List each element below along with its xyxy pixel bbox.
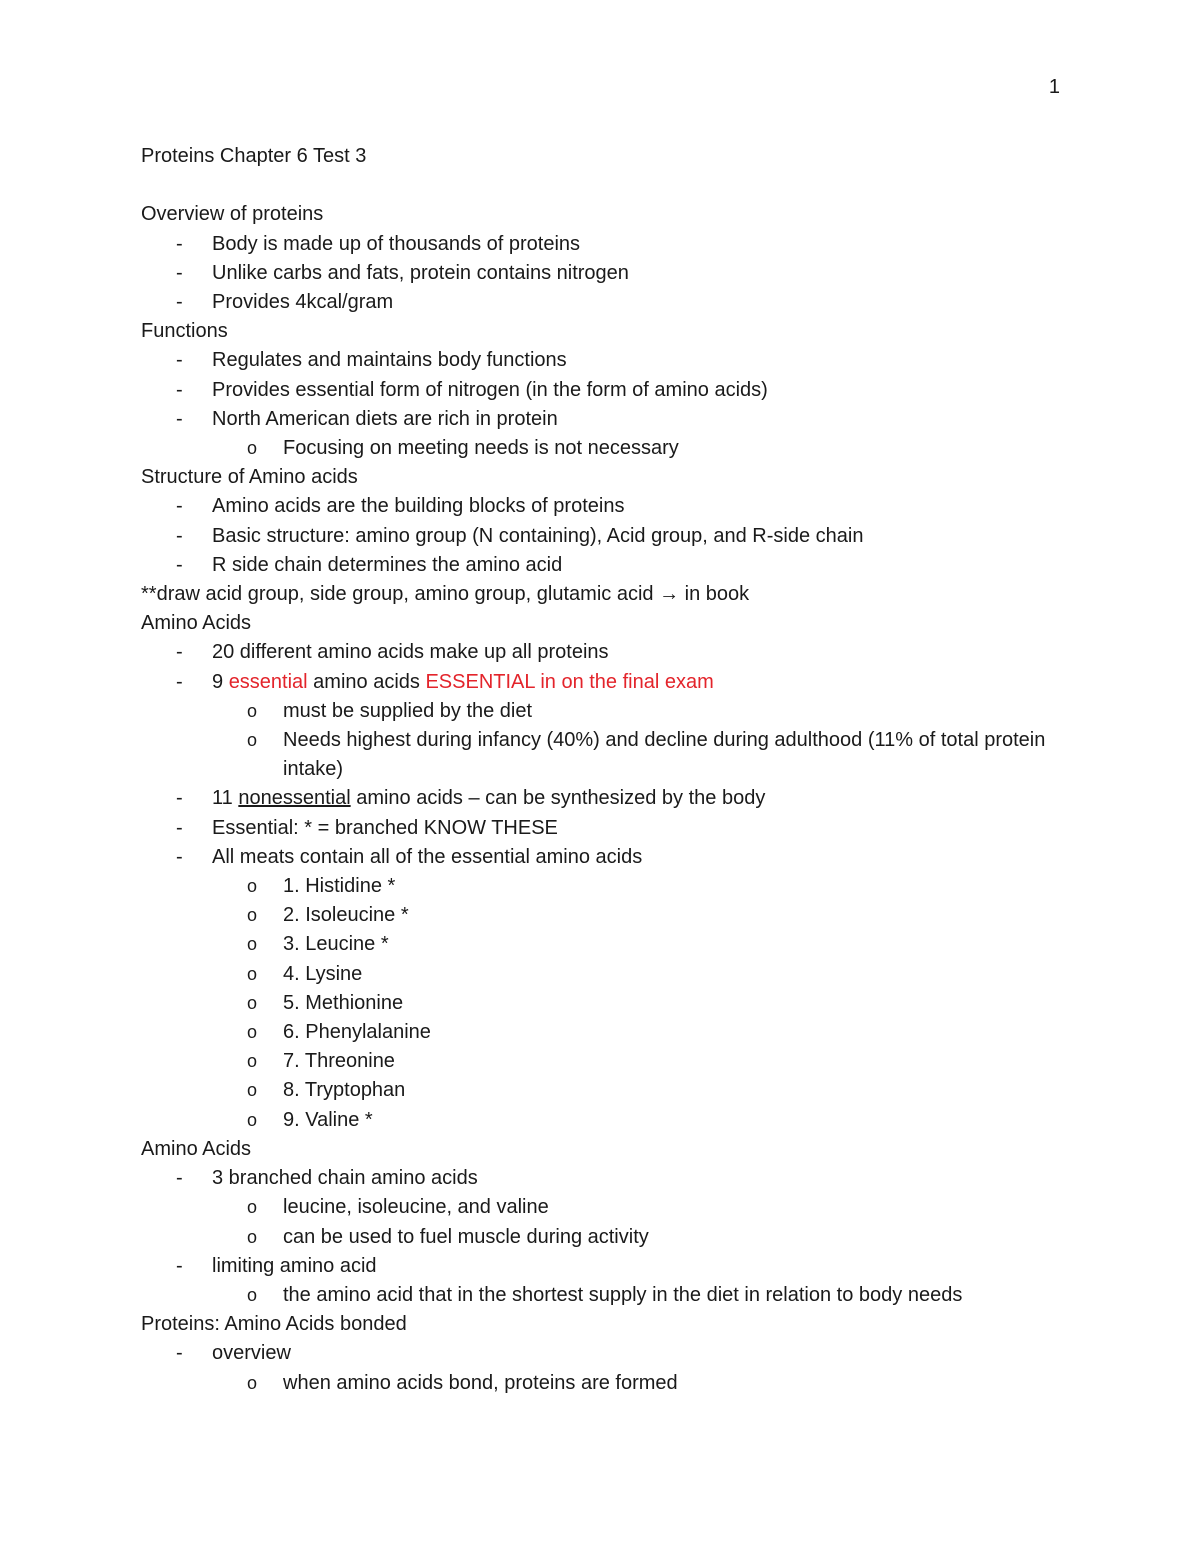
- right-arrow-icon: →: [659, 583, 680, 606]
- circle-bullet: o: [247, 876, 258, 897]
- section-heading-overview: Overview of proteins: [141, 203, 324, 226]
- list-item: - limiting amino acid: [141, 1252, 1071, 1281]
- draw-note: **draw acid group, side group, amino group, glutamic acid → in book: [141, 583, 750, 606]
- circle-bullet: o: [247, 1022, 258, 1043]
- underlined-nonessential: nonessential: [238, 787, 351, 810]
- sub-list-item: o the amino acid that in the shortest supply in the diet in relation to body needs: [141, 1281, 1071, 1310]
- document-title: Proteins Chapter 6 Test 3: [141, 145, 367, 167]
- document-body: [141, 142, 1071, 1398]
- circle-bullet: o: [247, 992, 258, 1013]
- essential-amino-acid-item: o 6. Phenylalanine: [141, 1018, 1071, 1047]
- dash-bullet: -: [176, 816, 183, 839]
- list-item: - Unlike carbs and fats, protein contains nitrogen: [141, 259, 1071, 288]
- circle-bullet: o: [247, 1109, 258, 1130]
- sub-list-item: o Needs highest during infancy (40%) and decline during adulthood (11% of total protein intake): [141, 726, 1073, 784]
- circle-bullet: o: [247, 1284, 258, 1305]
- dash-bullet: -: [176, 641, 183, 664]
- circle-bullet: o: [247, 730, 258, 751]
- list-item: - Provides 4kcal/gram: [141, 288, 1071, 317]
- essential-amino-acid-item: o 5. Methionine: [141, 989, 1071, 1018]
- dash-bullet: -: [176, 291, 183, 313]
- page-number: 1: [1048, 76, 1060, 98]
- circle-bullet: o: [247, 1051, 258, 1072]
- sub-list-item: o leucine, isoleucine, and valine: [141, 1193, 1071, 1222]
- list-item: - Body is made up of thousands of proteins: [141, 230, 1071, 259]
- dash-bullet: -: [176, 349, 183, 372]
- highlight-final-exam: ESSENTIAL in on the final exam: [425, 670, 714, 693]
- dash-bullet: -: [176, 845, 183, 868]
- list-item: - All meats contain all of the essential amino acids: [141, 843, 1071, 872]
- list-item: - R side chain determines the amino acid: [141, 551, 1071, 580]
- section-heading-amino-acids-2: Amino Acids: [141, 1137, 252, 1160]
- dash-bullet: -: [176, 1167, 183, 1190]
- list-item: - Provides essential form of nitrogen (in the form of amino acids): [141, 376, 1071, 405]
- essential-amino-acid-item: o 7. Threonine: [141, 1047, 1071, 1076]
- list-item: - 3 branched chain amino acids: [141, 1164, 1071, 1193]
- list-item: - Amino acids are the building blocks of proteins: [141, 492, 1071, 521]
- circle-bullet: o: [247, 438, 258, 459]
- circle-bullet: o: [247, 1197, 258, 1218]
- list-item: - Essential: * = branched KNOW THESE: [141, 814, 1071, 843]
- circle-bullet: o: [247, 1080, 258, 1101]
- sub-list-item: o must be supplied by the diet: [141, 697, 1071, 726]
- highlight-essential: essential: [228, 670, 308, 693]
- circle-bullet: o: [247, 1226, 258, 1247]
- circle-bullet: o: [247, 700, 258, 721]
- dash-bullet: -: [176, 1342, 183, 1365]
- dash-bullet: -: [176, 787, 183, 810]
- section-heading-proteins-bonded: Proteins: Amino Acids bonded: [141, 1313, 407, 1336]
- list-item: - 9 essential amino acids ESSENTIAL in on the final exam: [141, 668, 1071, 697]
- essential-amino-acid-item: o 8. Tryptophan: [141, 1076, 1071, 1105]
- section-heading-structure: Structure of Amino acids: [141, 466, 358, 489]
- section-heading-amino-acids: Amino Acids: [141, 612, 252, 635]
- circle-bullet: o: [247, 905, 258, 926]
- dash-bullet: -: [176, 407, 183, 430]
- dash-bullet: -: [176, 261, 183, 284]
- sub-list-item: o Focusing on meeting needs is not necessary: [141, 434, 1071, 463]
- circle-bullet: o: [247, 963, 258, 984]
- circle-bullet: o: [247, 934, 258, 955]
- sub-list-item: o can be used to fuel muscle during activity: [141, 1223, 1071, 1252]
- sub-list-item: o when amino acids bond, proteins are formed: [141, 1369, 1071, 1398]
- circle-bullet: o: [247, 1372, 258, 1393]
- essential-amino-acid-item: o 2. Isoleucine *: [141, 901, 1071, 930]
- list-item: - overview: [141, 1339, 1071, 1368]
- dash-bullet: -: [176, 670, 183, 693]
- essential-amino-acid-item: o 4. Lysine: [141, 960, 1071, 989]
- essential-amino-acid-item: o 9. Valine *: [141, 1106, 1071, 1135]
- list-item: - Basic structure: amino group (N containing), Acid group, and R-side chain: [141, 522, 1071, 551]
- dash-bullet: -: [176, 378, 183, 401]
- list-item: - 11 nonessential amino acids – can be synthesized by the body: [141, 784, 1071, 813]
- blank-line: [141, 171, 1071, 200]
- dash-bullet: -: [176, 553, 183, 576]
- dash-bullet: -: [176, 524, 183, 547]
- list-item: - Regulates and maintains body functions: [141, 346, 1071, 375]
- dash-bullet: -: [176, 495, 183, 518]
- dash-bullet: -: [176, 232, 183, 255]
- essential-amino-acid-item: o 3. Leucine *: [141, 930, 1071, 959]
- essential-amino-acid-item: o 1. Histidine *: [141, 872, 1071, 901]
- dash-bullet: -: [176, 1254, 183, 1277]
- section-heading-functions: Functions: [141, 320, 228, 343]
- list-item: - North American diets are rich in protein: [141, 405, 1071, 434]
- list-item: - 20 different amino acids make up all proteins: [141, 638, 1071, 667]
